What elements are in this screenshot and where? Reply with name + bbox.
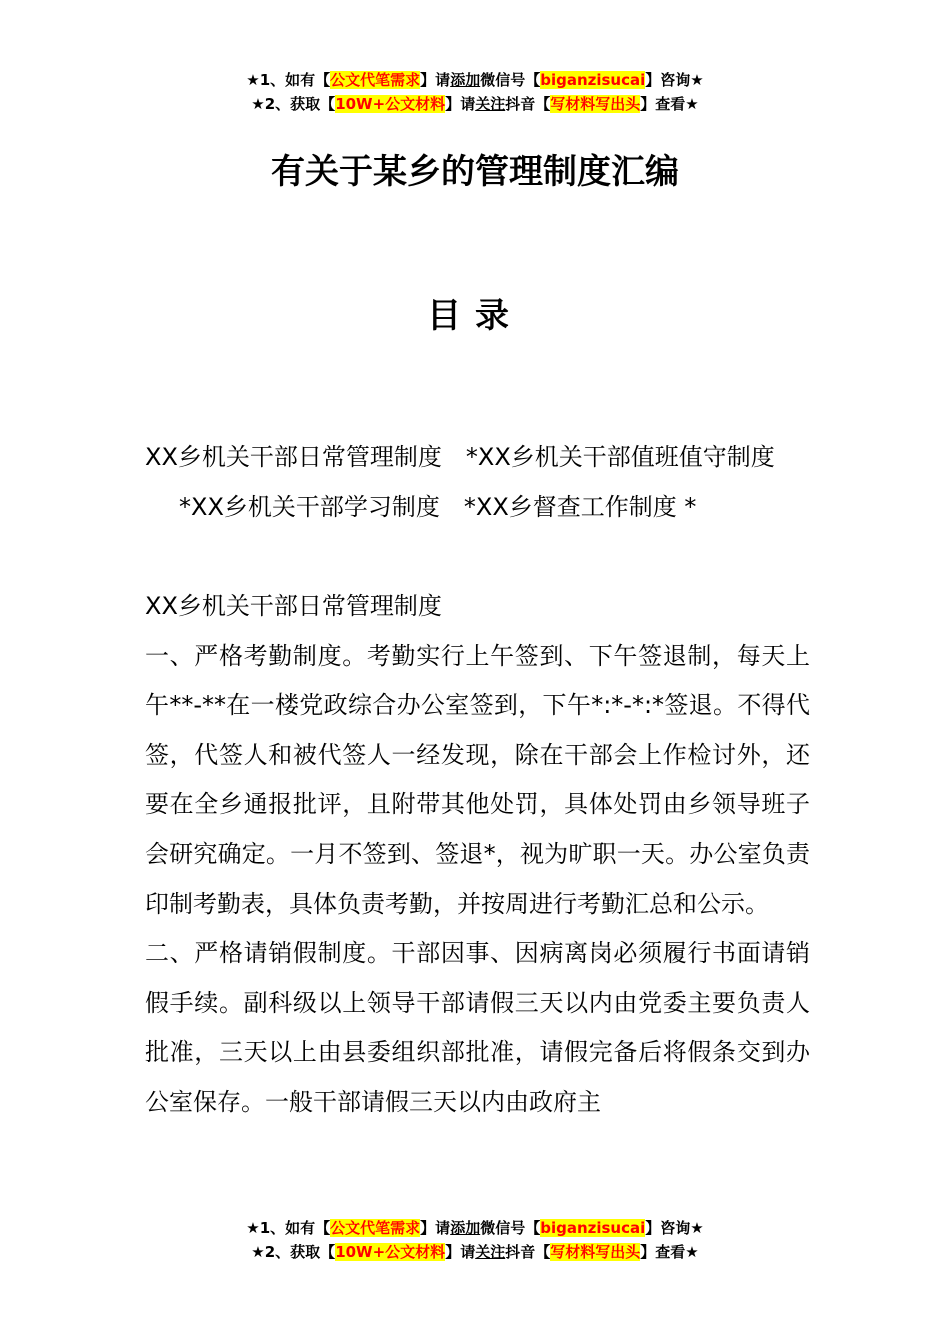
highlight-wechat-id: biganzisucai: [540, 71, 646, 89]
toc-item: *XX乡机关干部值班值守制度: [465, 443, 775, 471]
section-heading: XX乡机关干部日常管理制度: [145, 592, 442, 620]
toc-row: [145, 432, 810, 482]
toc-row: [145, 482, 810, 532]
highlight-douyin-account: 写材料写出头: [550, 95, 641, 113]
toc-item: *XX乡机关干部学习制度: [179, 493, 440, 521]
document-title: 有关于某乡的管理制度汇编: [271, 152, 679, 192]
document-body: [145, 582, 810, 1128]
highlight-wechat-id: biganzisucai: [540, 1219, 646, 1237]
highlight-materials: 10W+公文材料: [335, 1243, 446, 1261]
promo-line-2: ★2、获取【10W+公文材料】请关注抖音【写材料写出头】查看★: [251, 95, 699, 113]
promo-banner-top: [0, 68, 950, 116]
toc-item: *XX乡督查工作制度 *: [463, 493, 697, 521]
highlight-materials: 10W+公文材料: [335, 95, 446, 113]
highlight-service: 公文代笔需求: [330, 71, 421, 89]
toc-item: XX乡机关干部日常管理制度: [145, 443, 442, 471]
paragraph: 二、严格请销假制度。干部因事、因病离岗必须履行书面请销假手续。副科级以上领导干部请假三天以内由党委主要负责人批准，三天以上由县委组织部批准，请假完备后将假条交到办公室保存。一般干部请假三天以内由政府主: [145, 939, 810, 1116]
highlight-douyin-account: 写材料写出头: [550, 1243, 641, 1261]
promo-line-2: ★2、获取【10W+公文材料】请关注抖音【写材料写出头】查看★: [251, 1243, 699, 1261]
table-of-contents: [145, 432, 810, 532]
promo-line-1: ★1、如有【公文代笔需求】请添加微信号【biganzisucai】咨询★: [246, 1219, 704, 1237]
toc-heading: 目录: [427, 296, 523, 336]
highlight-service: 公文代笔需求: [330, 1219, 421, 1237]
promo-banner-bottom: [0, 1216, 950, 1264]
promo-line-1: ★1、如有【公文代笔需求】请添加微信号【biganzisucai】咨询★: [246, 71, 704, 89]
paragraph: 一、严格考勤制度。考勤实行上午签到、下午签退制，每天上午**-**在一楼党政综合办公室签到，下午*:*-*:*签退。不得代签，代签人和被代签人一经发现，除在干部会上作检讨外，还要在全乡通报批评，且附带其他处罚，具体处罚由乡领导班子会研究确定。一月不签到、签退*，视为旷职一天。办公室负责印制考勤表，具体负责考勤，并按周进行考勤汇总和公示。: [145, 641, 810, 918]
